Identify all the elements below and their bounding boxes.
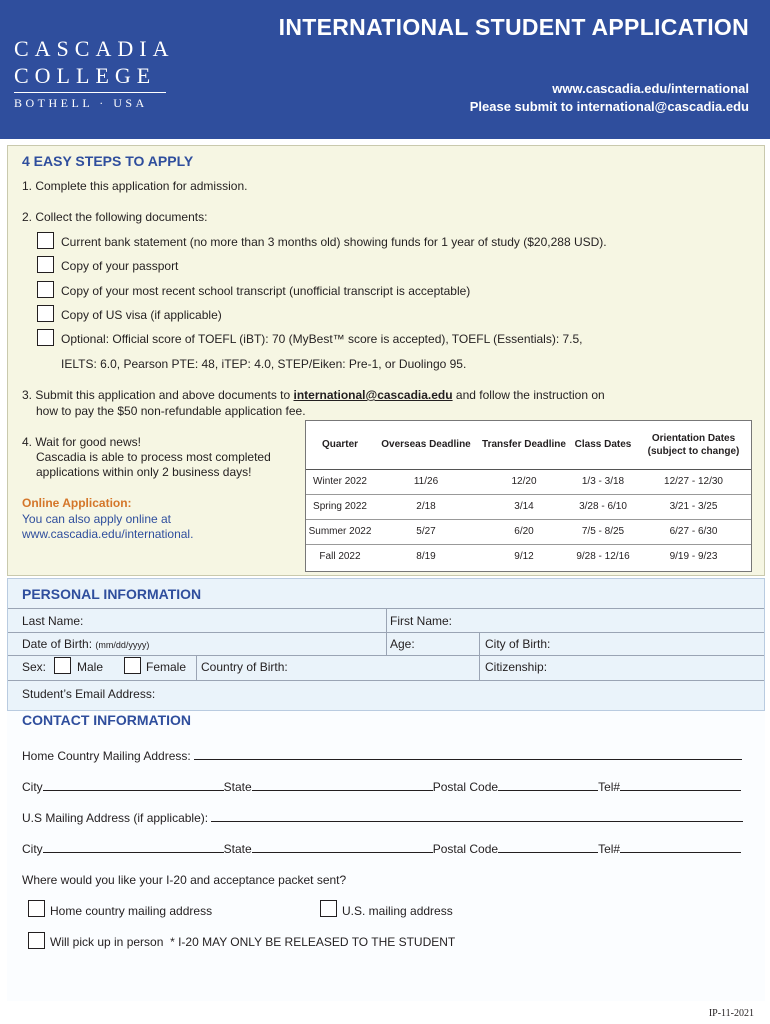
- cell: 9/28 - 12/16: [576, 551, 630, 563]
- male-label: Male: [77, 660, 104, 674]
- table-row: [306, 469, 751, 494]
- tel-line: [620, 780, 741, 791]
- college-logo: [14, 36, 175, 116]
- us-mailing-label: U.S. mailing address: [342, 904, 453, 918]
- us-address-line: [211, 811, 743, 822]
- doc-checkbox-1[interactable]: [37, 232, 54, 252]
- cell: Spring 2022: [306, 494, 374, 519]
- logo-rule: [14, 92, 166, 93]
- sex-label: Sex:: [22, 660, 47, 674]
- th-quarter: Quarter: [306, 421, 374, 469]
- us-address-field[interactable]: [22, 811, 743, 825]
- cell: 7/5 - 8/25: [570, 519, 636, 544]
- female-checkbox[interactable]: [124, 657, 141, 677]
- state-line: [252, 780, 433, 791]
- cell: Winter 2022: [306, 469, 374, 494]
- form-code: IP-11-2021: [708, 1008, 754, 1019]
- where-sent-question: Where would you like your I-20 and acceptance packet sent?: [22, 873, 347, 887]
- email-field[interactable]: Student’s Email Address:: [22, 687, 156, 701]
- us-address-label: U.S Mailing Address (if applicable):: [22, 811, 209, 825]
- age-field[interactable]: Age:: [390, 637, 415, 651]
- th-overseas-deadline: Overseas Deadline: [374, 421, 478, 469]
- doc-label-5: Optional: Official score of TOEFL (iBT): 70 (MyBest™ score is accepted), TOEFL (Essentials): 7.5,: [61, 332, 583, 346]
- cell: 9/12: [514, 551, 534, 563]
- dob-hint: (mm/dd/yyyy): [95, 640, 150, 650]
- cell: Summer 2022: [306, 519, 374, 544]
- step-4-line-1: 4. Wait for good news!: [22, 435, 141, 449]
- cell: 5/27: [374, 519, 478, 544]
- deadline-table: [305, 420, 752, 572]
- th-orientation-dates: Orientation Dates (subject to change): [636, 421, 751, 469]
- doc-checkbox-3[interactable]: [37, 281, 54, 301]
- city-line: [43, 780, 224, 791]
- first-name-field[interactable]: First Name:: [390, 614, 453, 628]
- divider: [8, 655, 764, 656]
- tel-label: Tel#: [598, 780, 621, 794]
- home-address-field[interactable]: [22, 749, 742, 763]
- page-title: INTERNATIONAL STUDENT APPLICATION: [278, 14, 749, 40]
- tel-line: [620, 842, 741, 853]
- tel-label: Tel#: [598, 842, 621, 856]
- step-4-line-2: Cascadia is able to process most completed: [36, 450, 271, 464]
- doc-checkbox-2[interactable]: [37, 256, 54, 276]
- doc-label-4: Copy of US visa (if applicable): [61, 308, 222, 322]
- home-mailing-checkbox[interactable]: [28, 900, 45, 920]
- pickup-option: [50, 935, 455, 949]
- online-application-title: Online Application:: [22, 496, 132, 510]
- logo-line-2: COLLEGE: [14, 63, 157, 88]
- us-city-row[interactable]: [22, 842, 741, 856]
- city-label: City: [22, 842, 43, 856]
- header-url[interactable]: www.cascadia.edu/international: [552, 81, 749, 96]
- city-of-birth-field[interactable]: City of Birth:: [485, 637, 551, 651]
- cell: 6/20: [478, 519, 570, 544]
- city-label: City: [22, 780, 43, 794]
- cell: 11/26: [374, 469, 478, 494]
- divider: [386, 608, 387, 655]
- step-3-pre: 3. Submit this application and above documents to: [22, 388, 294, 402]
- table-row: [306, 544, 751, 569]
- cell: 6/27 - 6/30: [636, 519, 751, 544]
- home-address-line: [194, 749, 742, 760]
- doc-label-5-cont: IELTS: 6.0, Pearson PTE: 48, iTEP: 4.0, STEP/Eiken: Pre-1, or Duolingo 95.: [61, 357, 467, 371]
- cell: 3/14: [478, 494, 570, 519]
- cell: 1/3 - 3/18: [570, 469, 636, 494]
- step-3-line-2: how to pay the $50 non-refundable application fee.: [36, 404, 306, 418]
- citizenship-field[interactable]: Citizenship:: [485, 660, 548, 674]
- th-transfer-deadline: Transfer Deadline: [478, 421, 570, 469]
- cell: 12/20: [478, 469, 570, 494]
- doc-label-3: Copy of your most recent school transcript (unofficial transcript is acceptable): [61, 284, 471, 298]
- cell: 9/19 - 9/23: [669, 551, 718, 563]
- table-header-row: [306, 421, 751, 469]
- personal-info-title: PERSONAL INFORMATION: [22, 586, 202, 602]
- pickup-note: * I-20 MAY ONLY BE RELEASED TO THE STUDENT: [170, 935, 456, 949]
- home-address-label: Home Country Mailing Address:: [22, 749, 191, 763]
- cell: 12/27 - 12/30: [636, 469, 751, 494]
- state-label: State: [223, 780, 252, 794]
- step-1: 1. Complete this application for admission.: [22, 179, 248, 193]
- home-city-row[interactable]: [22, 780, 741, 794]
- doc-label-2: Copy of your passport: [61, 259, 179, 273]
- online-url-link[interactable]: www.cascadia.edu/international.: [22, 527, 194, 541]
- online-line-1: You can also apply online at: [22, 512, 172, 526]
- us-mailing-checkbox[interactable]: [320, 900, 337, 920]
- pickup-label: Will pick up in person: [50, 935, 164, 949]
- table-row: [306, 494, 751, 519]
- postal-line: [498, 842, 598, 853]
- cell: 3/28 - 6/10: [570, 494, 636, 519]
- cell: Fall 2022: [319, 551, 361, 563]
- country-of-birth-field[interactable]: Country of Birth:: [201, 660, 288, 674]
- table-row: [306, 519, 751, 544]
- cell: 8/19: [416, 551, 436, 563]
- female-label: Female: [146, 660, 187, 674]
- state-line: [252, 842, 433, 853]
- postal-label: Postal Code: [432, 780, 499, 794]
- step-3-post: and follow the instruction on: [452, 388, 605, 402]
- city-line: [43, 842, 224, 853]
- doc-checkbox-4[interactable]: [37, 305, 54, 325]
- male-checkbox[interactable]: [54, 657, 71, 677]
- step-3: [22, 388, 605, 402]
- dob-label: Date of Birth:: [22, 637, 93, 651]
- pickup-checkbox[interactable]: [28, 932, 45, 952]
- postal-label: Postal Code: [432, 842, 499, 856]
- logo-line-3: BOTHELL · USA: [14, 96, 148, 110]
- home-mailing-label: Home country mailing address: [50, 904, 213, 918]
- dob-field[interactable]: [22, 637, 149, 651]
- header-submit-email: Please submit to international@cascadia.edu: [469, 99, 749, 114]
- step-3-email-link[interactable]: international@cascadia.edu: [293, 388, 453, 402]
- last-name-field[interactable]: Last Name:: [22, 614, 84, 628]
- th-class-dates: Class Dates: [570, 421, 636, 469]
- doc-label-1: Current bank statement (no more than 3 months old) showing funds for 1 year of study ($20,288 USD).: [61, 235, 607, 249]
- logo-line-1: CASCADIA: [14, 36, 175, 61]
- contact-info-title: CONTACT INFORMATION: [22, 712, 192, 728]
- state-label: State: [223, 842, 252, 856]
- steps-title: 4 EASY STEPS TO APPLY: [22, 153, 194, 169]
- postal-line: [498, 780, 598, 791]
- step-4-line-3: applications within only 2 business days!: [36, 465, 252, 479]
- divider: [8, 680, 764, 681]
- doc-checkbox-5[interactable]: [37, 329, 54, 349]
- step-2: 2. Collect the following documents:: [22, 210, 208, 224]
- divider: [479, 632, 480, 680]
- cell: 3/21 - 3/25: [636, 494, 751, 519]
- cell: 2/18: [374, 494, 478, 519]
- divider: [196, 655, 197, 680]
